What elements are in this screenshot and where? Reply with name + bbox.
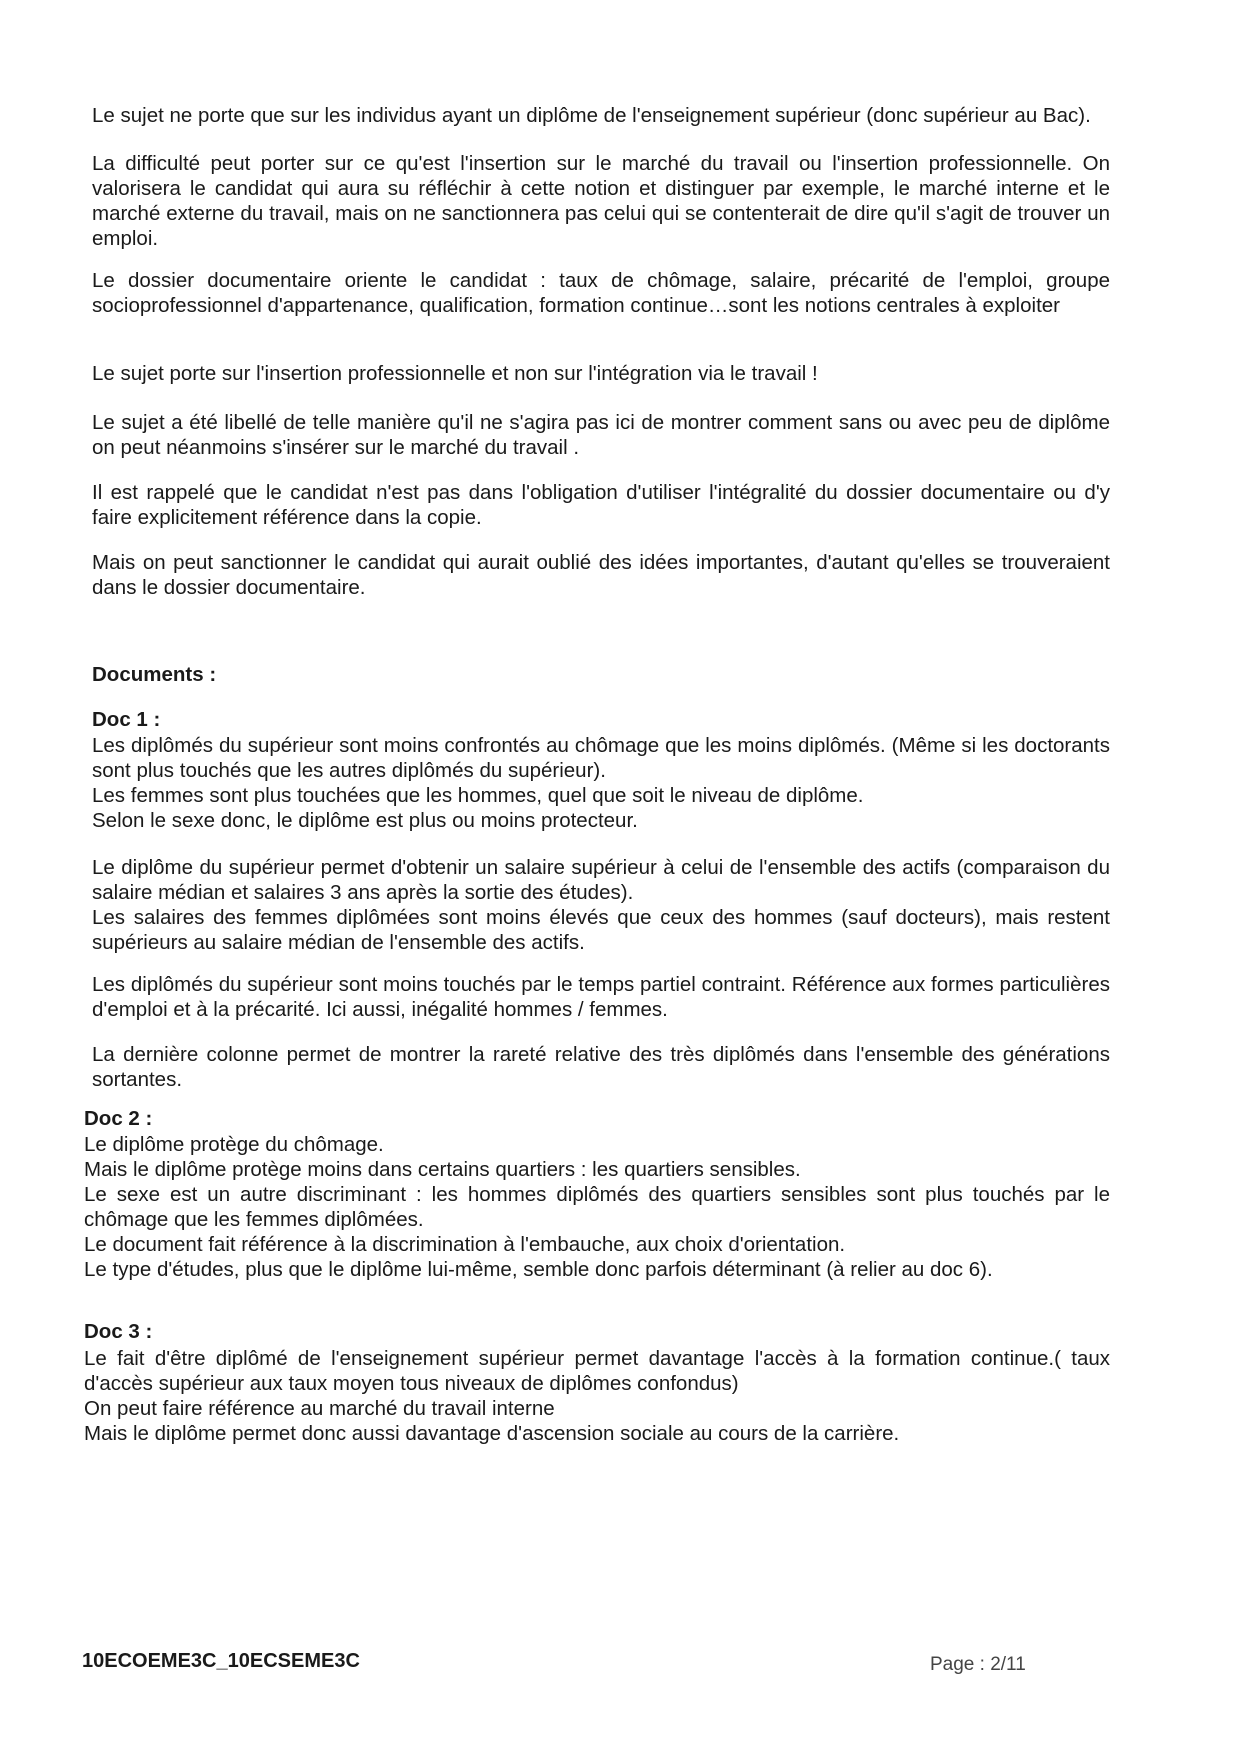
- intro-paragraph-6: Il est rappelé que le candidat n'est pas dans l'obligation d'utiliser l'intégralité du dossier documentaire ou d'y faire explicitement référence dans la copie.: [92, 481, 1110, 529]
- intro-paragraph-7: Mais on peut sanctionner le candidat qui aurait oublié des idées importantes, d'autant qu'elles se trouveraient dans le dossier documentaire.: [92, 551, 1110, 599]
- doc3-title: Doc 3 :: [84, 1320, 153, 1343]
- doc1-paragraph-2: Le diplôme du supérieur permet d'obtenir un salaire supérieur à celui de l'ensemble des actifs (comparaison du salaire médian et salaires 3 ans après la sortie des études). Les salaires des femmes diplômées sont moins élevés que ceux des hommes (sauf docteurs), mais restent supérieurs au salaire médian de l'ensemble des actifs.: [92, 856, 1110, 954]
- doc3-body: Le fait d'être diplômé de l'enseignement supérieur permet davantage l'accès à la formation continue.( taux d'accès supérieur aux taux moyen tous niveaux de diplômes confondus) On peut faire référence au marché du travail interne Mais le diplôme permet donc aussi davantage d'ascension sociale au cours de la carrière.: [84, 1347, 1110, 1445]
- intro-paragraph-1: Le sujet ne porte que sur les individus ayant un diplôme de l'enseignement supérieur (donc supérieur au Bac).: [92, 104, 1091, 127]
- doc1-paragraph-3: Les diplômés du supérieur sont moins touchés par le temps partiel contraint. Référence aux formes particulières d'emploi et à la précarité. Ici aussi, inégalité hommes / femmes.: [92, 973, 1110, 1021]
- intro-paragraph-2: La difficulté peut porter sur ce qu'est l'insertion sur le marché du travail ou l'insertion professionnelle. On valorisera le candidat qui aura su réfléchir à cette notion et distinguer par exemple, le marché interne et le marché externe du travail, mais on ne sanctionnera pas celui qui se contenterait de dire qu'il s'agit de trouver un emploi.: [92, 152, 1110, 250]
- footer-document-code: 10ECOEME3C_10ECSEME3C: [82, 1650, 360, 1672]
- documents-heading: Documents :: [92, 663, 217, 686]
- intro-paragraph-5: Le sujet a été libellé de telle manière qu'il ne s'agira pas ici de montrer comment sans ou avec peu de diplôme on peut néanmoins s'insérer sur le marché du travail .: [92, 411, 1110, 459]
- doc1-paragraph-4: La dernière colonne permet de montrer la rareté relative des très diplômés dans l'ensemble des générations sortantes.: [92, 1043, 1110, 1091]
- doc1-title: Doc 1 :: [92, 708, 161, 731]
- doc2-title: Doc 2 :: [84, 1107, 153, 1130]
- footer-page-number: Page : 2/11: [930, 1654, 1026, 1675]
- doc2-body: Le diplôme protège du chômage. Mais le diplôme protège moins dans certains quartiers : les quartiers sensibles. Le sexe est un autre discriminant : les hommes diplômés des quartiers sensibles sont plus touchés par le chômage que les femmes diplômées. Le document fait référence à la discrimination à l'embauche, aux choix d'orientation. Le type d'études, plus que le diplôme lui-même, semble donc parfois déterminant (à relier au doc 6).: [84, 1133, 1110, 1281]
- intro-paragraph-3: Le dossier documentaire oriente le candidat : taux de chômage, salaire, précarité de l'emploi, groupe socioprofessionnel d'appartenance, qualification, formation continue…sont les notions centrales à exploiter: [92, 269, 1110, 317]
- intro-paragraph-4: Le sujet porte sur l'insertion professionnelle et non sur l'intégration via le travail !: [92, 362, 818, 385]
- doc1-paragraph-1: Les diplômés du supérieur sont moins confrontés au chômage que les moins diplômés. (Même si les doctorants sont plus touchés que les autres diplômés du supérieur). Les femmes sont plus touchées que les hommes, quel que soit le niveau de diplôme. Selon le sexe donc, le diplôme est plus ou moins protecteur.: [92, 734, 1110, 832]
